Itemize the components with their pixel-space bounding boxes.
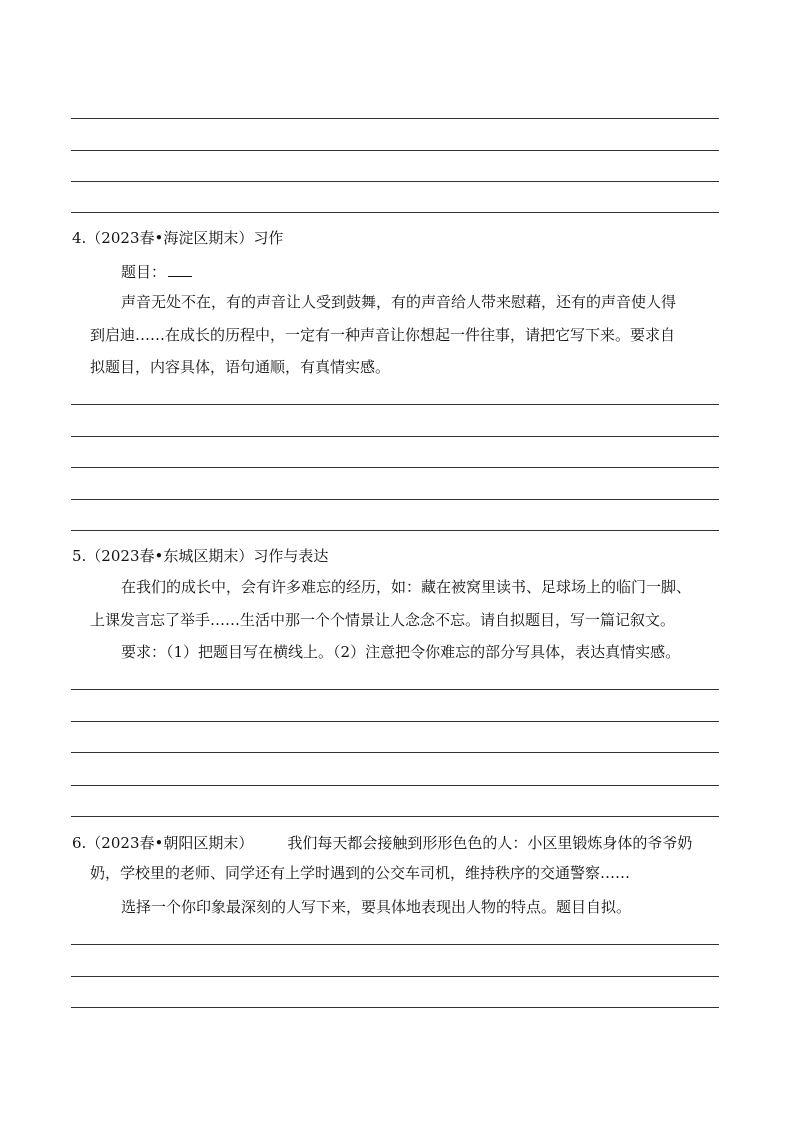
question-4-line-2: 到启迪……在成长的历程中，一定有一种声音让你想起一件往事，请把它写下来。要求自 xyxy=(90,326,676,344)
answer-line xyxy=(71,689,719,690)
question-4-title-label: 题目： xyxy=(121,263,167,281)
question-5-line-3: 要求：（1）把题目写在横线上。（2）注意把令你难忘的部分写具体，表达真情实感。 xyxy=(121,643,681,661)
answer-line xyxy=(71,944,719,945)
question-5-line-1: 在我们的成长中，会有许多难忘的经历，如：藏在被窝里读书、足球场上的临门一脚、 xyxy=(121,578,692,596)
question-4-title-row xyxy=(121,262,192,282)
answer-line xyxy=(71,721,719,722)
question-6-line-1: 我们每天都会接触到形形色色的人：小区里锻炼身体的爷爷奶 xyxy=(287,834,693,852)
answer-line xyxy=(71,530,719,531)
question-6-line-3: 选择一个你印象最深刻的人写下来，要具体地表现出人物的特点。题目自拟。 xyxy=(121,898,632,916)
question-4-line-1: 声音无处不在，有的声音让人受到鼓舞，有的声音给人带来慰藉，还有的声音使人得 xyxy=(121,293,677,311)
answer-line xyxy=(71,212,719,213)
answer-line xyxy=(71,404,719,405)
answer-line xyxy=(71,752,719,753)
answer-line xyxy=(71,118,719,119)
question-4-title-blank[interactable] xyxy=(168,262,192,277)
answer-line xyxy=(71,181,719,182)
answer-line xyxy=(71,785,719,786)
question-4-header: 4.（2023春•海淀区期末）习作 xyxy=(72,229,284,247)
question-4-line-3: 拟题目，内容具体，语句通顺，有真情实感。 xyxy=(90,358,391,376)
question-6-header: 6.（2023春•朝阳区期末） xyxy=(72,834,254,852)
question-5-line-2: 上课发言忘了举手……生活中那一个个情景让人念念不忘。请自拟题目，写一篇记叙文。 xyxy=(90,611,676,629)
answer-line xyxy=(71,976,719,977)
question-6-header-row xyxy=(72,833,692,853)
question-6-line-2: 奶，学校里的老师、同学还有上学时遇到的公交车司机，维持秩序的交通警察…… xyxy=(90,864,631,882)
answer-line xyxy=(71,1007,719,1008)
question-5-header: 5.（2023春•东城区期末）习作与表达 xyxy=(72,547,329,565)
answer-line xyxy=(71,436,719,437)
answer-line xyxy=(71,467,719,468)
answer-line xyxy=(71,816,719,817)
answer-line xyxy=(71,150,719,151)
answer-line xyxy=(71,499,719,500)
